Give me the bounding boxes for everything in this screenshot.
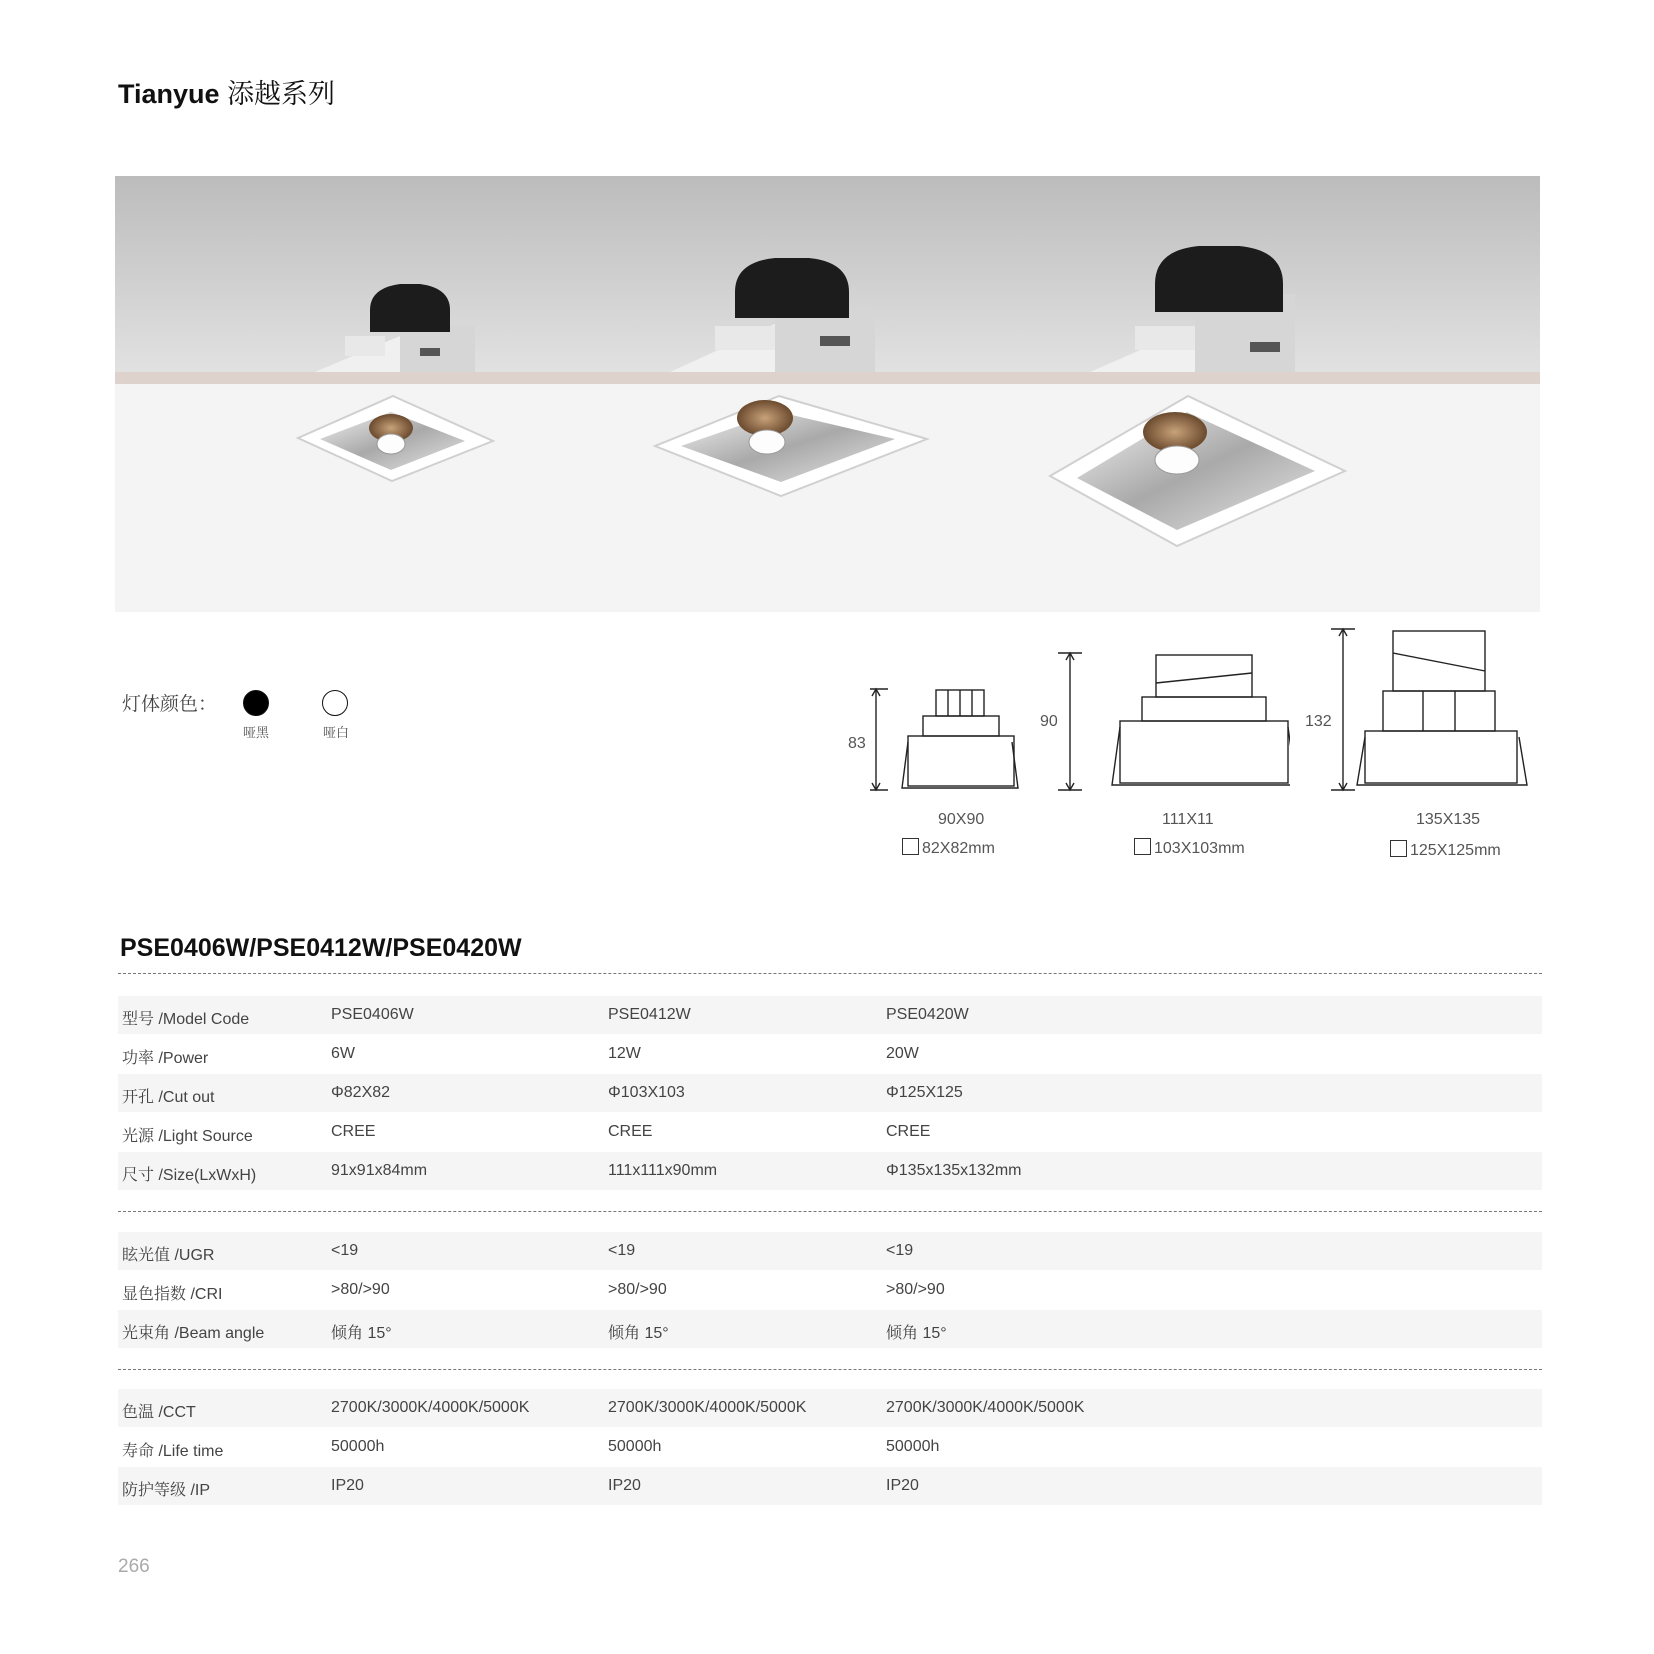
width-label-small: 90X90: [938, 811, 985, 828]
cutout-icon: [902, 838, 919, 855]
spec-value: >80/>90: [886, 1281, 945, 1298]
series-name-cn: 添越系列: [227, 79, 336, 109]
spec-row-cut-out: [118, 1074, 1542, 1112]
dimension-drawing-large: [1325, 625, 1535, 810]
cutout-value: 82X82mm: [922, 840, 995, 857]
spec-row-life-time: [118, 1428, 1542, 1466]
spec-value: 50000h: [331, 1438, 385, 1455]
spec-label: 寿命 /Life time: [122, 1443, 224, 1460]
cutout-label-medium: [1134, 838, 1245, 858]
spec-label: 型号 /Model Code: [122, 1011, 250, 1028]
spec-label: 眩光值 /UGR: [122, 1247, 215, 1264]
spec-row-ip: [118, 1467, 1542, 1505]
spec-row-size: [118, 1152, 1542, 1190]
spec-label: 色温 /CCT: [122, 1404, 196, 1421]
spec-value: 2700K/3000K/4000K/5000K: [331, 1399, 530, 1416]
series-name-en: Tianyue: [118, 79, 220, 109]
dimension-drawing-small: [858, 680, 1028, 805]
cutout-label-large: [1390, 840, 1501, 860]
spec-value: >80/>90: [608, 1281, 667, 1298]
spec-value: 倾角 15°: [886, 1325, 947, 1342]
spec-row-power: [118, 1035, 1542, 1073]
spec-value: IP20: [608, 1477, 641, 1494]
series-title: [118, 72, 335, 111]
spec-value: 倾角 15°: [331, 1325, 392, 1342]
divider: [118, 1211, 1542, 1212]
spec-value: 50000h: [886, 1438, 940, 1455]
spec-value: IP20: [331, 1477, 364, 1494]
width-label-large: 135X135: [1416, 811, 1481, 828]
spec-row-model-code: [118, 996, 1542, 1034]
spec-label: 开孔 /Cut out: [122, 1089, 215, 1106]
spec-label: 光束角 /Beam angle: [122, 1325, 265, 1342]
divider: [118, 973, 1542, 974]
spec-row-cct: [118, 1389, 1542, 1427]
model-heading: PSE0406W/PSE0412W/PSE0420W: [120, 934, 522, 962]
dimension-drawing-medium: [1050, 645, 1290, 810]
spec-value: 倾角 15°: [608, 1325, 669, 1342]
spec-value: CREE: [886, 1123, 931, 1140]
spec-value: <19: [331, 1242, 359, 1259]
height-label-small: 83: [848, 735, 866, 752]
cutout-value: 103X103mm: [1154, 840, 1245, 857]
spec-value: Φ82X82: [331, 1084, 391, 1101]
spec-value: 12W: [608, 1045, 641, 1062]
cutout-icon: [1390, 840, 1407, 857]
height-label-large: 132: [1305, 713, 1332, 730]
spec-value: <19: [886, 1242, 914, 1259]
color-name-matte-black: 哑黑: [242, 725, 269, 740]
spec-value: >80/>90: [331, 1281, 390, 1298]
spec-value: 2700K/3000K/4000K/5000K: [608, 1399, 807, 1416]
body-color-label: 灯体颜色：: [122, 694, 218, 715]
spec-value: CREE: [331, 1123, 376, 1140]
spec-value: PSE0420W: [886, 1006, 969, 1023]
spec-label: 功率 /Power: [122, 1050, 209, 1067]
divider: [118, 1369, 1542, 1370]
spec-row-cri: [118, 1271, 1542, 1309]
spec-value: Φ135x135x132mm: [886, 1162, 1022, 1179]
spec-label: 显色指数 /CRI: [122, 1286, 223, 1303]
spec-label: 光源 /Light Source: [122, 1128, 253, 1145]
spec-value: Φ125X125: [886, 1084, 963, 1101]
spec-value: 111x111x90mm: [608, 1162, 718, 1179]
cutout-value: 125X125mm: [1410, 842, 1501, 859]
spec-value: 2700K/3000K/4000K/5000K: [886, 1399, 1085, 1416]
spec-label: 防护等级 /IP: [122, 1482, 211, 1499]
spec-value: PSE0406W: [331, 1006, 414, 1023]
color-swatch-matte-black: [243, 690, 269, 716]
spec-value: IP20: [886, 1477, 919, 1494]
spec-row-light-source: [118, 1113, 1542, 1151]
color-swatch-matte-white: [322, 690, 348, 716]
spec-value: 91x91x84mm: [331, 1162, 428, 1179]
color-name-matte-white: 哑白: [322, 725, 349, 740]
spec-value: CREE: [608, 1123, 653, 1140]
spec-value: 20W: [886, 1045, 919, 1062]
spec-label: 尺寸 /Size(LxWxH): [122, 1167, 257, 1184]
cutout-label-small: [902, 838, 995, 858]
spec-row-beam-angle: [118, 1310, 1542, 1348]
spec-value: 50000h: [608, 1438, 662, 1455]
spec-value: PSE0412W: [608, 1006, 691, 1023]
spec-value: Φ103X103: [608, 1084, 685, 1101]
spec-value: 6W: [331, 1045, 355, 1062]
product-hero-image: [115, 176, 1540, 612]
height-label-medium: 90: [1040, 713, 1058, 730]
cutout-icon: [1134, 838, 1151, 855]
spec-row-ugr: [118, 1232, 1542, 1270]
page-number: 266: [118, 1556, 150, 1577]
spec-value: <19: [608, 1242, 636, 1259]
width-label-medium: 111X11: [1162, 811, 1214, 828]
